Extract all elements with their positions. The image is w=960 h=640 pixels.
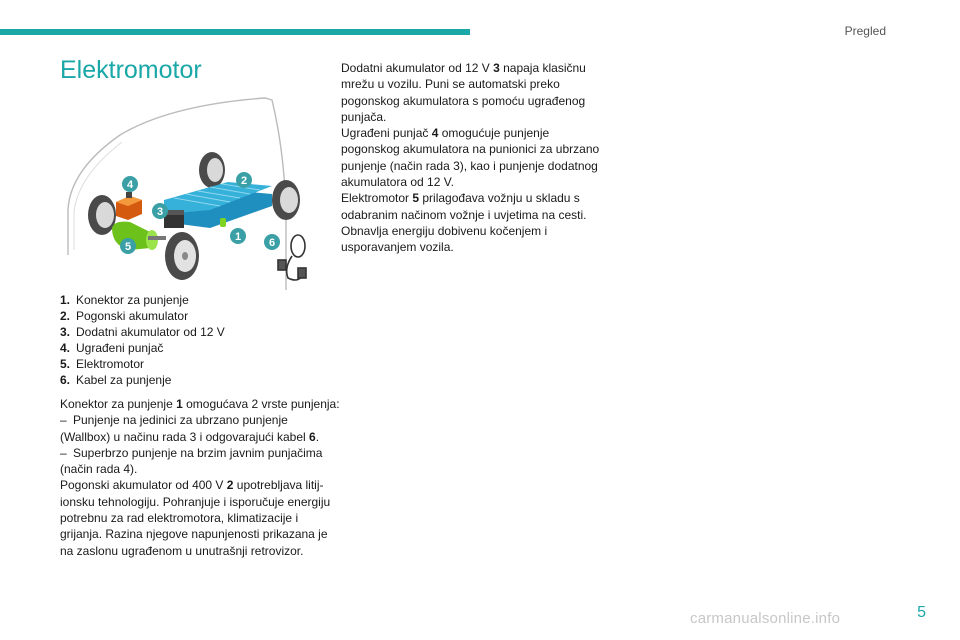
header-accent-bar — [0, 29, 470, 35]
connector-paragraph: Konektor za punjenje 1 omogućava 2 vrste punjenja: — [60, 397, 340, 411]
callout-3 — [152, 203, 168, 219]
watermark: carmanualsonline.info — [690, 610, 841, 627]
wheel-front-bottom — [165, 232, 199, 280]
aux-battery-paragraph: Dodatni akumulator od 12 V 3 napaja klasičnu mrežu u vozilu. Puni se automatski preko pogonskog akumulatora s pomoću ugrađenog punjača. — [341, 61, 586, 124]
legend-item: 3. Dodatni akumulator od 12 V — [60, 325, 225, 339]
wheel-rear-top — [199, 152, 225, 188]
svg-text:4: 4 — [126, 179, 134, 191]
left-body-text — [60, 396, 340, 559]
charging-option-fast: – Superbrzo punjenje na brzim javnim punjačima (način rada 4). — [60, 445, 323, 477]
wheel-rear-bottom — [272, 180, 300, 220]
charger-paragraph: Ugrađeni punjač 4 omogućuje punjenje pogonskog akumulatora na punionici za ubrzano punjenje (način rada 3), kao i punjenje dodatnog akumulatora od 12 V. — [341, 126, 600, 190]
right-body-text — [341, 60, 611, 256]
callout-6 — [264, 234, 280, 250]
svg-text:3: 3 — [156, 206, 164, 218]
legend-item: 4. Ugrađeni punjač — [60, 341, 164, 355]
legend-item: 6. Kabel za punjenje — [60, 373, 172, 387]
legend-item: 2. Pogonski akumulator — [60, 309, 189, 323]
charging-option-wallbox: – Punjenje na jedinici za ubrzano punjenje (Wallbox) u načinu rada 3 i odgovarajući kabel 6. — [60, 413, 320, 444]
svg-text:5: 5 — [124, 241, 132, 253]
battery-paragraph: Pogonski akumulator od 400 V 2 upotrebljava litij-ionsku tehnologiju. Pohranjuje i isporučuje energiju potrebnu za rad elektromotora, klimatizacije i grijanja. Razina njegove napunjenosti prikazana je na zaslonu ugrađenom u unutrašnji retrovizor. — [60, 478, 331, 558]
callout-2 — [236, 172, 252, 188]
section-label: Pregled — [844, 24, 886, 38]
charging-connector — [220, 218, 226, 227]
callout-4 — [122, 176, 138, 192]
ev-diagram — [60, 90, 310, 290]
legend-item: 5. Elektromotor — [60, 357, 145, 371]
svg-text:6: 6 — [268, 237, 276, 249]
motor-paragraph: Elektromotor 5 prilagođava vožnju u skladu s odabranim načinom vožnje i uvjetima na cesti. Obnavlja energiju dobivenu kočenjem i usporavanjem vozila. — [341, 191, 587, 255]
legend-item: 1. Konektor za punjenje — [60, 293, 189, 307]
onboard-charger — [116, 192, 142, 220]
legend-list — [60, 292, 225, 388]
callout-5 — [120, 238, 136, 254]
charging-cable — [278, 235, 306, 280]
page-number: 5 — [917, 604, 926, 621]
callout-1 — [230, 228, 246, 244]
page-title: Elektromotor — [60, 56, 202, 84]
wheel-front-top — [88, 195, 116, 235]
svg-text:2: 2 — [240, 175, 248, 187]
svg-text:1: 1 — [234, 231, 242, 243]
